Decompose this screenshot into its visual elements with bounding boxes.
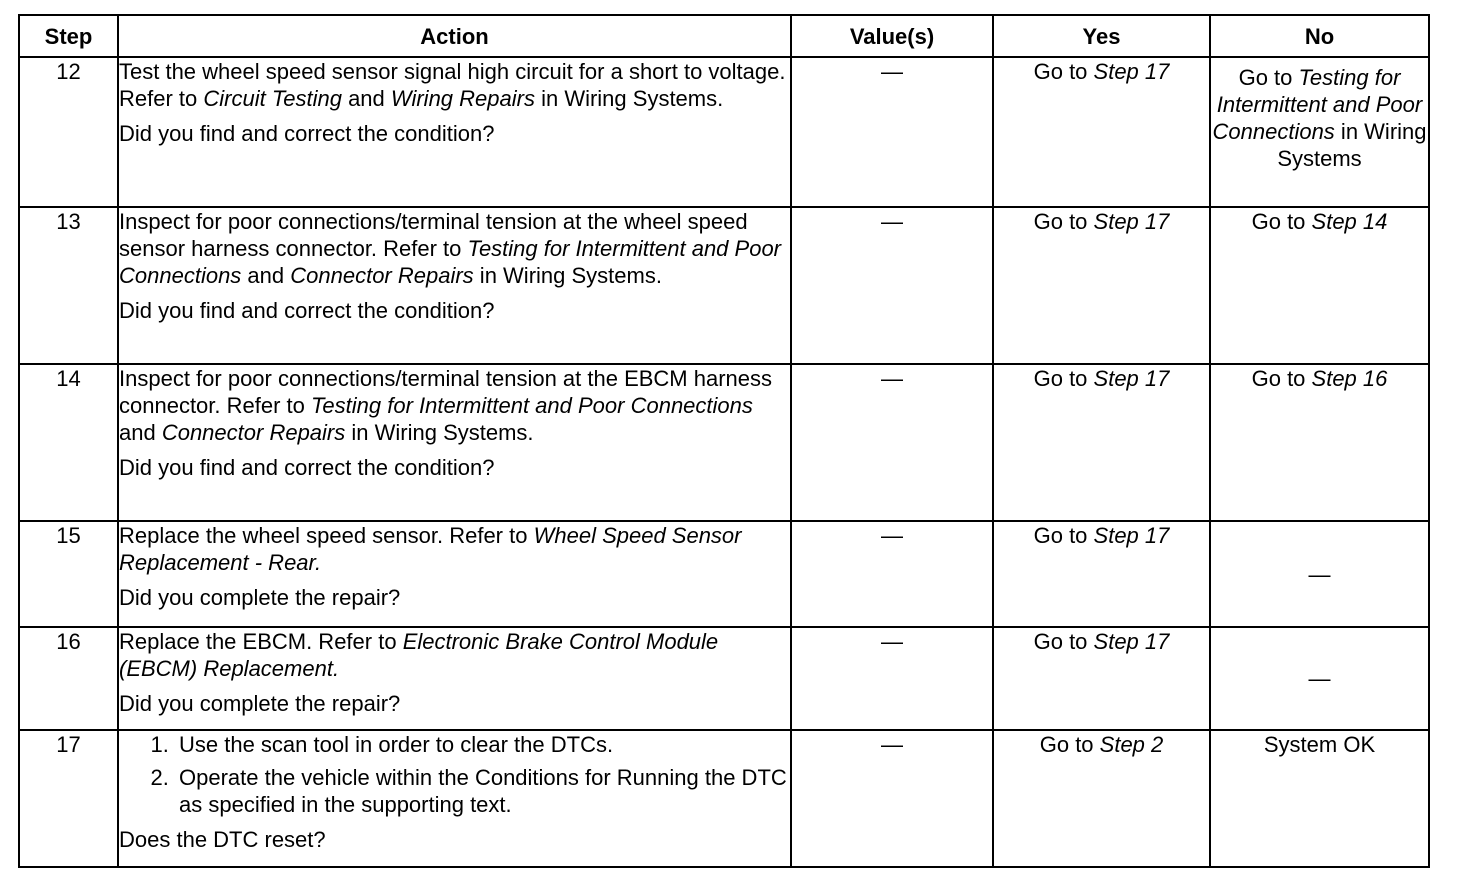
yes-cell: Go to Step 17: [993, 364, 1210, 521]
yes-cell: Go to Step 17: [993, 57, 1210, 207]
action-text: Inspect for poor connections/terminal tension at the wheel speed sensor harness connector. Refer to Testing for Intermittent and Poor Connections and Connector Repairs in Wiring Systems.: [119, 209, 781, 288]
action-cell: [118, 57, 791, 207]
no-cell: Go to Step 14: [1210, 207, 1429, 364]
step-number: 13: [19, 207, 118, 364]
table-row: [19, 57, 1429, 207]
action-steps-list: [119, 731, 790, 818]
action-question: Did you complete the repair?: [119, 585, 401, 610]
action-cell: [118, 627, 791, 730]
value-cell: —: [791, 627, 993, 730]
no-cell: System OK: [1210, 730, 1429, 867]
header-step: Step: [19, 15, 118, 57]
yes-step-link[interactable]: Step 17: [1093, 629, 1170, 654]
action-text: Replace the EBCM. Refer to Electronic Brake Control Module (EBCM) Replacement.: [119, 629, 719, 681]
value-cell: —: [791, 57, 993, 207]
no-cell: Go to Testing for Intermittent and Poor Connections in Wiring Systems: [1210, 57, 1429, 207]
action-question: Did you find and correct the condition?: [119, 455, 495, 480]
step-number: 17: [19, 730, 118, 867]
yes-cell: Go to Step 2: [993, 730, 1210, 867]
diagnostic-table: [18, 14, 1430, 868]
action-text: Inspect for poor connections/terminal tension at the EBCM harness connector. Refer to Testing for Intermittent and Poor Connections and Connector Repairs in Wiring Systems.: [119, 366, 773, 445]
no-cell: —: [1210, 521, 1429, 627]
table-row: [19, 521, 1429, 627]
header-yes: Yes: [993, 15, 1210, 57]
action-step-item: 1. Use the scan tool in order to clear the DTCs.: [175, 731, 790, 758]
no-step-link[interactable]: Step 14: [1311, 209, 1388, 234]
action-question: Did you find and correct the condition?: [119, 121, 495, 146]
action-question: Does the DTC reset?: [119, 827, 326, 852]
no-ref-link[interactable]: Testing for Intermittent and Poor Connections: [1212, 65, 1423, 144]
table-row: [19, 730, 1429, 867]
header-values: Value(s): [791, 15, 993, 57]
action-step-item: 2. Operate the vehicle within the Conditions for Running the DTC as specified in the supporting text.: [175, 764, 790, 818]
action-question: Did you complete the repair?: [119, 691, 401, 716]
action-cell: [118, 364, 791, 521]
header-action: Action: [118, 15, 791, 57]
action-cell: [118, 207, 791, 364]
no-cell: Go to Step 16: [1210, 364, 1429, 521]
step-number: 15: [19, 521, 118, 627]
yes-cell: Go to Step 17: [993, 521, 1210, 627]
table-row: [19, 207, 1429, 364]
value-cell: —: [791, 207, 993, 364]
yes-cell: Go to Step 17: [993, 207, 1210, 364]
action-text: Test the wheel speed sensor signal high circuit for a short to voltage. Refer to Circuit Testing and Wiring Repairs in Wiring Systems.: [119, 59, 786, 111]
step-number: 16: [19, 627, 118, 730]
yes-step-link[interactable]: Step 17: [1093, 59, 1170, 84]
header-no: No: [1210, 15, 1429, 57]
action-text: Replace the wheel speed sensor. Refer to Wheel Speed Sensor Replacement - Rear.: [119, 523, 742, 575]
yes-step-link[interactable]: Step 17: [1093, 209, 1170, 234]
action-question: Did you find and correct the condition?: [119, 298, 495, 323]
yes-step-link[interactable]: Step 2: [1099, 732, 1164, 757]
yes-cell: Go to Step 17: [993, 627, 1210, 730]
step-number: 14: [19, 364, 118, 521]
yes-step-link[interactable]: Step 17: [1093, 523, 1170, 548]
value-cell: —: [791, 521, 993, 627]
value-cell: —: [791, 730, 993, 867]
table-row: [19, 364, 1429, 521]
no-cell: —: [1210, 627, 1429, 730]
no-step-link[interactable]: Step 16: [1311, 366, 1388, 391]
yes-step-link[interactable]: Step 17: [1093, 366, 1170, 391]
step-number: 12: [19, 57, 118, 207]
action-cell: [118, 521, 791, 627]
value-cell: —: [791, 364, 993, 521]
header-row: [19, 15, 1429, 57]
action-cell: [118, 730, 791, 867]
table-row: [19, 627, 1429, 730]
